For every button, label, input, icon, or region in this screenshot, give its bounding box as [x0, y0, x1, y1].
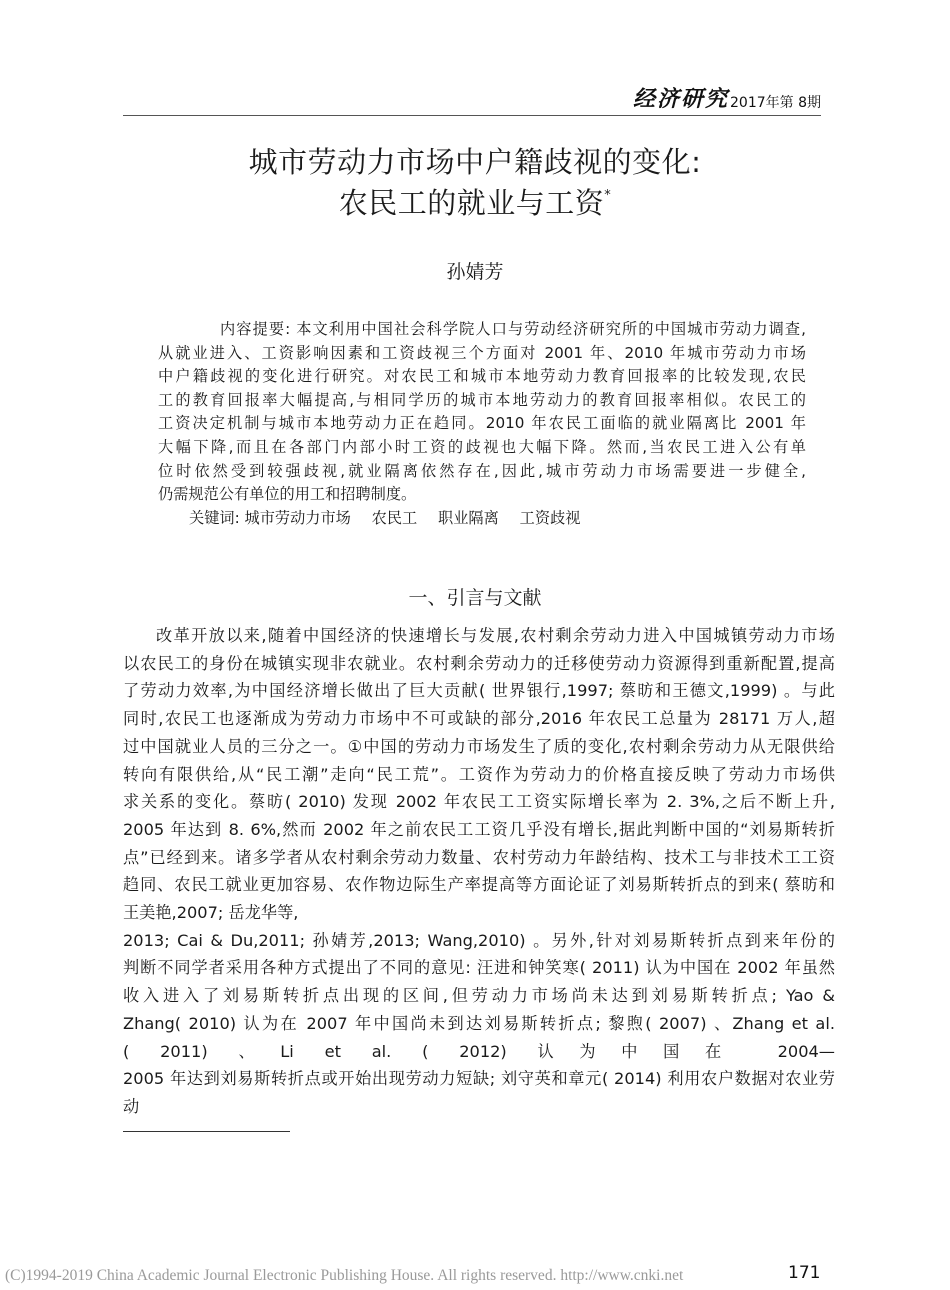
body-line: 判断不同学者采用各种方式提出了不同的意见: 汪进和钟笑寒( 2011) 认为中国在 2002 年虽然 — [123, 958, 835, 978]
page-number: 171 — [788, 1263, 821, 1283]
body-line: 改革开放以来,随着中国经济的快速增长与发展,农村剩余劳动力进入中国城镇劳动力市场 — [156, 626, 835, 645]
body-line: 2005 年达到 8. 6%,然而 2002 年之前农民工工资几乎没有增长,据此判断中国的“刘易斯转折 — [123, 819, 835, 839]
abstract-line: 从就业进入、工资影响因素和工资歧视三个方面对 2001 年、2010 年城市劳动力市场 — [158, 343, 806, 362]
body-line: 2005 年达到刘易斯转折点或开始出现劳动力短缺; 刘守英和章元( 2014) 利用农户数据对农业劳 — [123, 1069, 835, 1089]
body-line: 以农民工的身份在城镇实现非农就业。农村剩余劳动力的迁移使劳动力资源得到重新配置,提高 — [123, 653, 835, 673]
keyword: 职业隔离 — [438, 508, 499, 527]
abstract-line: 内容提要: 本文利用中国社会科学院人口与劳动经济研究所的中国城市劳动力调查, — [220, 320, 807, 338]
keyword: 农民工 — [371, 508, 418, 527]
abstract-line: 工资决定机制与城市本地劳动力正在趋同。2010 年农民工面临的就业隔离比 2001 年 — [158, 414, 806, 433]
body-line: 求关系的变化。蔡昉( 2010) 发现 2002 年农民工工资实际增长率为 2. 3%,之后不断上升, — [123, 792, 835, 812]
abstract-line: 大幅下降,而且在各部门内部小时工资的歧视也大幅下降。然而,当农民工进入公有单 — [158, 437, 806, 456]
article-title-line-1: 城市劳动力市场中户籍歧视的变化: — [248, 145, 702, 179]
body-line: 动 — [123, 1096, 140, 1116]
abstract-line: 中户籍歧视的变化进行研究。对农民工和城市本地劳动力教育回报率的比较发现,农民 — [158, 367, 806, 386]
abstract-label: 内容提要: — [220, 320, 291, 338]
keyword: 工资歧视 — [519, 508, 581, 527]
body-line: 了劳动力效率,为中国经济增长做出了巨大贡献( 世界银行,1997; 蔡昉和王德文,1999) 。与此 — [123, 681, 835, 701]
body-line: 过中国就业人员的三分之一。①中国的劳动力市场发生了质的变化,农村剩余劳动力从无限供给 — [123, 736, 835, 756]
title-footnote-mark: * — [604, 188, 612, 203]
journal-issue: 2017年第 8期 — [730, 95, 821, 111]
section-heading: 一、引言与文献 — [408, 587, 542, 609]
abstract-line: 仍需规范公有单位的用工和招聘制度。 — [158, 485, 417, 504]
body-line: Zhang( 2010) 认为在 2007 年中国尚未到达刘易斯转折点; 黎煦( 2007) 、Zhang et al. — [123, 1013, 835, 1033]
running-header — [123, 88, 821, 116]
body-line: 2013; Cai & Du,2011; 孙婧芳,2013; Wang,2010) 。另外,针对刘易斯转折点到来年份的 — [123, 930, 835, 950]
abstract-line: 工的教育回报率大幅提高,与相同学历的城市本地劳动力的教育回报率相似。农民工的 — [158, 390, 806, 409]
body-line: 转向有限供给,从“民工潮”走向“民工荒”。工资作为劳动力的价格直接反映了劳动力市场供 — [123, 764, 835, 784]
journal-logo: 经济研究 — [632, 86, 729, 112]
body-line: 点”已经到来。诸多学者从农村剩余劳动力数量、农村劳动力年龄结构、技术工与非技术工工资 — [123, 847, 835, 867]
article-title-line-2: 农民工的就业与工资* — [338, 186, 612, 220]
keywords-label: 关键词: — [189, 508, 240, 527]
body-line: 趋同、农民工就业更加容易、农作物边际生产率提高等方面论证了刘易斯转折点的到来( 蔡昉和 — [123, 875, 835, 895]
author-name: 孙婧芳 — [446, 261, 504, 283]
abstract-line: 位时依然受到较强歧视,就业隔离依然存在,因此,城市劳动力市场需要进一步健全, — [158, 461, 806, 480]
keyword: 城市劳动力市场 — [244, 508, 351, 527]
body-line: 王美艳,2007; 岳龙华等, — [123, 903, 299, 923]
body-line: ( 2011) 、Li et al. ( 2012) 认为中国在 2004— — [123, 1041, 835, 1061]
footnote-rule — [123, 1131, 290, 1132]
body-text — [123, 622, 835, 1121]
abstract — [158, 318, 806, 530]
copyright-notice: (C)1994-2019 China Academic Journal Electronic Publishing House. All rights reserved. http://www.cnki.net — [5, 1267, 684, 1284]
body-line: 同时,农民工也逐渐成为劳动力市场中不可或缺的部分,2016 年农民工总量为 28171 万人,超 — [123, 709, 835, 729]
keywords — [158, 507, 806, 531]
body-line: 收入进入了刘易斯转折点出现的区间,但劳动力市场尚未达到刘易斯转折点; Yao & — [123, 986, 835, 1006]
